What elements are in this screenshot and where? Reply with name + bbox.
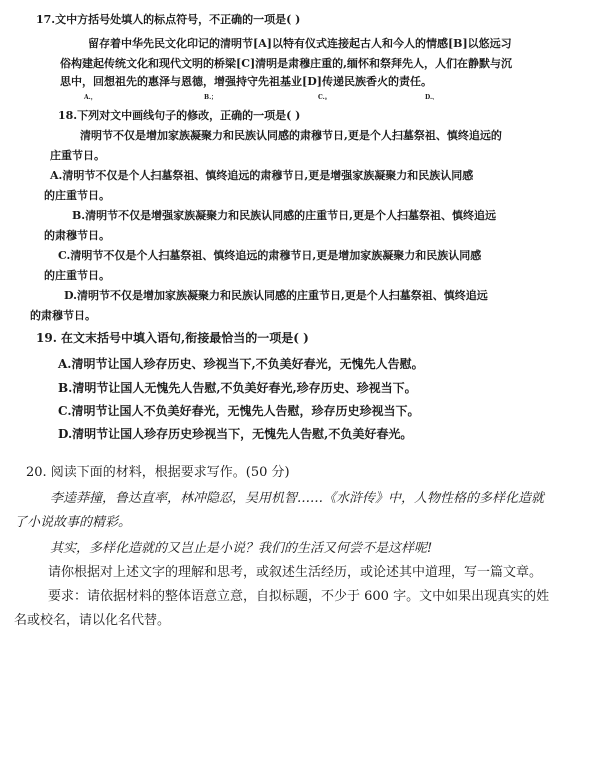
q18-option-b-line-1[interactable]: B.清明节不仅是增强家族凝聚力和民族认同感的庄重节日,更是个人扫墓祭祖、慎终追远 <box>72 209 496 222</box>
q17-passage-line-1: 留存着中华先民文化印记的清明节[A]以特有仪式连接起古人和今人的情感[B]以悠远习 <box>88 37 512 50</box>
q20-stem: 20. 阅读下面的材料，根据要求写作。(50 分) <box>26 465 290 480</box>
q19-stem: 19. 在文末括号中填入语句,衔接最恰当的一项是( ) <box>36 331 309 345</box>
q18-option-b-line-2: 的肃穆节日。 <box>44 229 110 242</box>
q19-option-d[interactable]: D.清明节让国人珍存历史珍视当下，无愧先人告慰,不负美好春光。 <box>58 427 413 441</box>
q17-option-c[interactable]: C.。 <box>318 94 331 101</box>
q19-option-c[interactable]: C.清明节让国人不负美好春光，无愧先人告慰，珍存历史珍视当下。 <box>58 404 420 418</box>
q17-option-a[interactable]: A.， <box>84 94 97 101</box>
q17-passage-line-3: 思中，回想祖先的惠泽与恩德，增强持守先祖基业[D]传递民族香火的责任。 <box>60 75 432 88</box>
q17-passage-line-2: 俗构建起传统文化和现代文明的桥梁[C]清明是肃穆庄重的,缅怀和祭拜先人，人们在静默与沉 <box>60 57 512 70</box>
q18-option-d-line-1[interactable]: D.清明节不仅是增加家族凝聚力和民族认同感的庄重节日,更是个人扫墓祭祖、慎终追远 <box>64 289 488 302</box>
q18-option-c-line-1[interactable]: C.清明节不仅是个人扫墓祭祖、慎终追远的肃穆节日,更是增加家族凝聚力和民族认同感 <box>58 249 482 262</box>
q19-option-a[interactable]: A.清明节让国人珍存历史、珍视当下,不负美好春光，无愧先人告慰。 <box>58 357 424 371</box>
q20-requirement-line-1: 要求：请依据材料的整体语意立意，自拟标题，不少于 600 字。文中如果出现真实的姓 <box>48 589 550 604</box>
q18-stem: 18.下列对文中画线句子的修改，正确的一项是( ) <box>58 109 301 122</box>
q18-option-c-line-2: 的庄重节日。 <box>44 269 110 282</box>
q18-option-d-line-2: 的肃穆节日。 <box>30 309 96 322</box>
q19-option-b[interactable]: B.清明节让国人无愧先人告慰,不负美好春光,珍存历史、珍视当下。 <box>58 381 417 395</box>
q18-option-a-line-2: 的庄重节日。 <box>44 189 110 202</box>
q18-original-line-1: 清明节不仅是增加家族凝聚力和民族认同感的肃穆节日,更是个人扫墓祭祖、慎终追远的 <box>80 129 502 142</box>
q17-options <box>0 95 597 109</box>
q18-option-a-line-1[interactable]: A.清明节不仅是个人扫墓祭祖、慎终追远的肃穆节日,更是增强家族凝聚力和民族认同感 <box>50 169 474 182</box>
q20-material2: 其实，多样化造就的又岂止是小说？我们的生活又何尝不是这样呢! <box>50 541 433 556</box>
q20-task: 请你根据对上述文字的理解和思考，或叙述生活经历，或论述其中道理，写一篇文章。 <box>48 565 543 580</box>
q17-option-b[interactable]: B.； <box>204 94 218 101</box>
q17-option-d[interactable]: D.、 <box>425 94 439 101</box>
q20-material-line-1: 李逵莽撞，鲁达直率，林冲隐忍，吴用机智……《水浒传》中，人物性格的多样化造就 <box>50 491 545 506</box>
q20-material-line-2: 了小说故事的精彩。 <box>14 515 132 530</box>
q18-original-line-2: 庄重节日。 <box>50 149 105 162</box>
q17-stem: 17.文中方括号处填人的标点符号，不正确的一项是( ) <box>36 13 301 26</box>
q20-requirement-line-2: 名或校名，请以化名代替。 <box>14 613 171 628</box>
